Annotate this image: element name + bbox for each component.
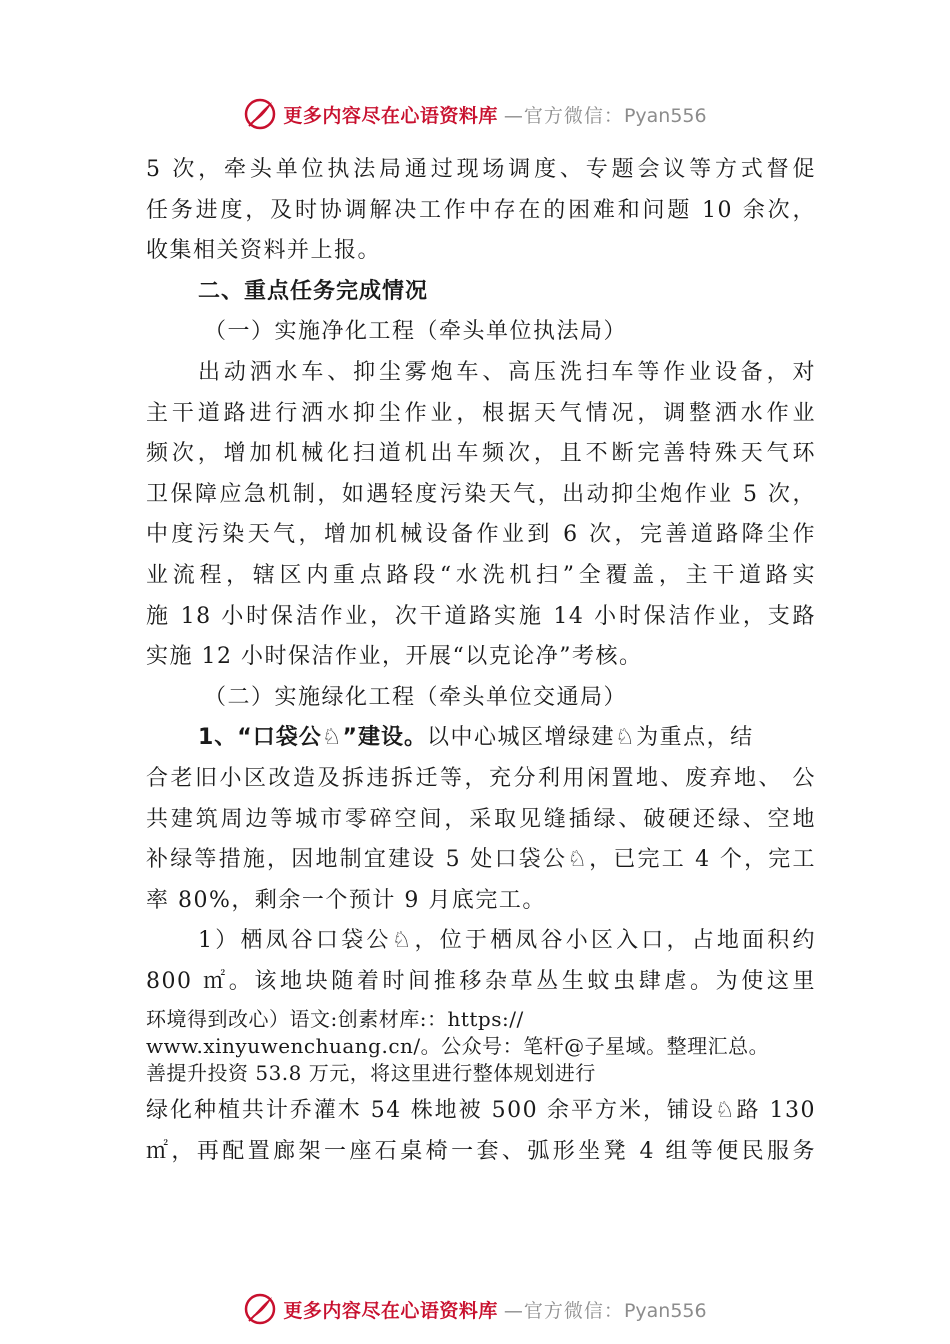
text-line: www.xinyuwenchuang.cn/。公众号：笔杆@子星域。整理汇总。 [146, 1034, 770, 1059]
text-line: 卫保障应急机制，如遇轻度污染天气，出动抑尘炮作业 5 次， [146, 481, 816, 507]
text-line: 实施 12 小时保洁作业，开展“以克论净”考核。 [146, 644, 643, 670]
subsection-heading: （一）实施净化工程（牵头单位执法局） [204, 319, 628, 345]
banner-account: Pyan556 [623, 104, 707, 127]
text-line: 收集相关资料并上报。 [146, 238, 382, 264]
text-line: 主干道路进行洒水抑尘作业，根据天气情况，调整洒水作业 [146, 400, 816, 426]
subsection-heading: （二）实施绿化工程（牵头单位交通局） [204, 684, 628, 710]
banner-wechat-label: —官方微信：Pyan556 [503, 1299, 707, 1322]
text-line: 5 次，牵头单位执法局通过现场调度、专题会议等方式督促 [146, 157, 816, 182]
banner-wechat-label: —官方微信：Pyan556 [503, 104, 707, 127]
banner-content [243, 97, 706, 131]
item-text: 以中心城区增绿建♘为重点，结 [426, 725, 754, 751]
banner-brand-text: 更多内容尽在心语资料库 [283, 104, 498, 127]
text-line: 1）栖凤谷口袋公♘，位于栖凤谷小区入口，占地面积约 [198, 928, 816, 954]
text-line: ㎡，再配置廊架一座石桌椅一套、弧形坐凳 4 组等便民服务 [146, 1139, 816, 1165]
banner-account: Pyan556 [623, 1299, 707, 1322]
text-line: 任务进度，及时协调解决工作中存在的困难和问题 10 余次， [146, 197, 816, 223]
text-line: 频次，增加机械化扫道机出车频次，且不断完善特殊天气环 [146, 441, 816, 467]
header-banner [0, 94, 950, 134]
item-heading: 1、“口袋公♘”建设。 [198, 725, 427, 751]
text-line: 业流程，辖区内重点路段“水洗机扫”全覆盖，主干道路实 [146, 562, 816, 588]
text-line: 绿化种植共计乔灌木 54 株地被 500 余平方米，铺设♘路 130 [146, 1098, 816, 1124]
text-line: 共建筑周边等城市零碎空间，采取见缝插绿、破硬还绿、空地 [146, 806, 816, 832]
text-line: 合老旧小区改造及拆违拆迁等，充分利用闲置地、废弃地、 公 [146, 765, 816, 791]
footer-banner [0, 1289, 950, 1329]
text-line: 施 18 小时保洁作业，次干道路实施 14 小时保洁作业，支路 [146, 603, 816, 629]
text-line: 环境得到改心）语文:创素材库:：https:// [146, 1007, 524, 1032]
feather-pen-logo-icon [243, 97, 277, 131]
section-heading: 二、重点任务完成情况 [198, 278, 429, 304]
banner-brand-text: 更多内容尽在心语资料库 [283, 1299, 498, 1322]
text-line: 率 80%，剩余一个预计 9 月底完工。 [146, 887, 546, 913]
text-line: 善提升投资 53.8 万元，将这里进行整体规划进行 [146, 1061, 596, 1086]
text-line: 中度污染天气，增加机械设备作业到 6 次，完善道路降尘作 [146, 522, 816, 548]
banner-content [243, 1292, 706, 1326]
document-body [146, 150, 816, 1173]
text-line: 出动洒水车、抑尘雾炮车、高压洗扫车等作业设备，对 [198, 359, 816, 385]
text-line: 补绿等措施，因地制宜建设 5 处口袋公♘，已完工 4 个，完工 [146, 847, 816, 873]
feather-pen-logo-icon [243, 1292, 277, 1326]
text-line [146, 718, 816, 759]
text-line: 800 ㎡。该地块随着时间推移杂草丛生蚊虫肆虐。为使这里 [146, 968, 816, 994]
